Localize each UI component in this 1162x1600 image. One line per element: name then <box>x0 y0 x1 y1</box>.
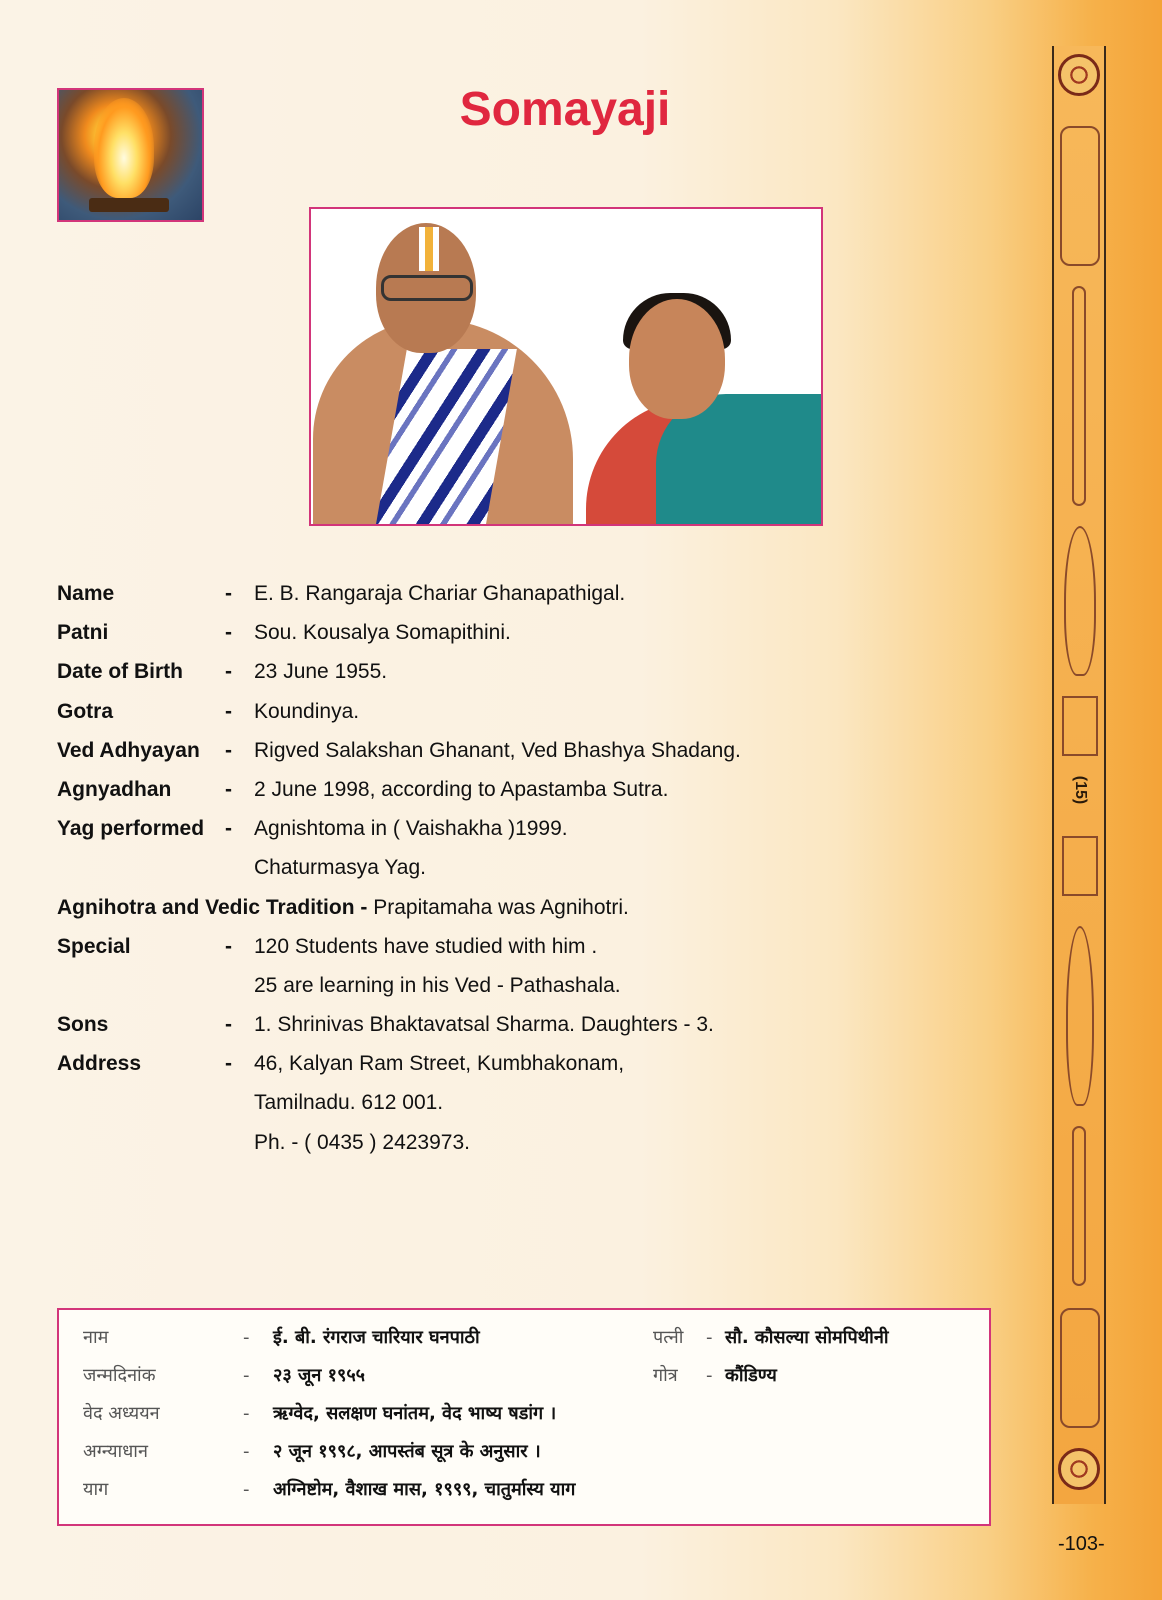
details-list <box>57 578 887 1166</box>
yagna-fire-photo <box>57 88 204 222</box>
field-sons: Sons - 1. Shrinivas Bhaktavatsal Sharma. Daughters - 3. <box>57 1013 714 1037</box>
field-name: Name - E. B. Rangaraja Chariar Ghanapathigal. <box>57 582 626 605</box>
ladle-icon <box>1072 286 1086 506</box>
hindi-summary-box <box>57 1308 991 1526</box>
hindi-row-ved-adhyayan: वेद अध्ययन - ऋग्वेद, सलक्षण घनांतम, वेद भाष्य षडांग । <box>83 1403 557 1424</box>
hindi-row-dob: जन्मदिनांक - २३ जून १९५५ गोत्र - कौंडिण्य <box>83 1365 777 1386</box>
portrait-photo <box>309 207 823 526</box>
field-patni: Patni - Sou. Kousalya Somapithini. <box>57 621 511 645</box>
ladle-icon <box>1072 1126 1086 1286</box>
page-title: Somayaji <box>459 83 671 136</box>
sacrificial-vessel-icon <box>1060 1308 1100 1428</box>
vessel-icon <box>1062 836 1098 896</box>
fire-icon <box>94 98 154 198</box>
field-address-line2: Tamilnadu. 612 001. <box>254 1091 444 1115</box>
chakra-icon <box>1058 1448 1100 1490</box>
field-agnyadhan: Agnyadhan - 2 June 1998, according to Apastamba Sutra. <box>57 777 669 801</box>
field-yag-performed-cont: Chaturmasya Yag. <box>254 856 426 880</box>
field-phone: Ph. - ( 0435 ) 2423973. <box>254 1130 470 1154</box>
field-agnihotra-tradition: Agnihotra and Vedic Tradition - Prapitamaha was Agnihotri. <box>57 895 629 919</box>
field-gotra: Gotra - Koundinya. <box>57 699 360 723</box>
hindi-row-yag: याग - अग्निष्टोम, वैशाख मास, १९९९, चातुर्मास्य याग <box>83 1479 576 1500</box>
field-address: Address - 46, Kalyan Ram Street, Kumbhakonam, <box>57 1052 625 1076</box>
chakra-icon <box>1058 54 1100 96</box>
spoon-icon <box>1066 926 1094 1106</box>
spoon-icon <box>1064 526 1096 676</box>
field-yag-performed: Yag performed - Agnishtoma in ( Vaishakha )1999. <box>57 817 568 841</box>
sacrificial-vessel-icon <box>1060 126 1100 266</box>
field-special: Special - 120 Students have studied with him . <box>57 934 598 958</box>
page-number: -103- <box>1058 1533 1105 1555</box>
field-date-of-birth: Date of Birth - 23 June 1955. <box>57 660 388 684</box>
decorative-border-strip <box>1052 46 1106 1504</box>
plate-number: (15) <box>1072 775 1090 805</box>
vessel-icon <box>1062 696 1098 756</box>
hindi-row-name: नाम - ई. बी. रंगराज चारियार घनपाठी पत्नी - सौ. कौसल्या सोमपिथीनी <box>83 1327 889 1348</box>
field-ved-adhyayan: Ved Adhyayan - Rigved Salakshan Ghanant, Ved Bhashya Shadang. <box>57 738 741 762</box>
field-special-cont: 25 are learning in his Ved - Pathashala. <box>254 973 621 997</box>
hindi-row-agnyadhan: अग्न्याधान - २ जून १९९८, आपस्तंब सूत्र के अनुसार । <box>83 1441 541 1462</box>
